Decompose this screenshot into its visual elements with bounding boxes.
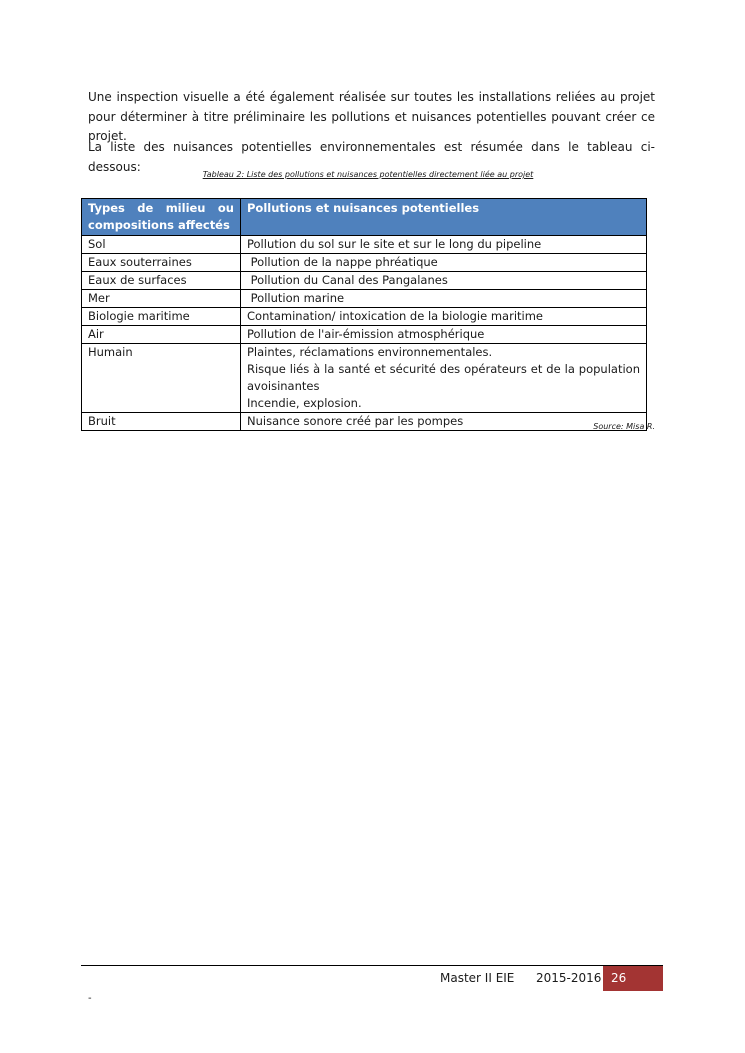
cell-pollution: Pollution du sol sur le site et sur le long du pipeline <box>241 236 647 254</box>
cell-milieu: Air <box>82 326 241 344</box>
footer-mark: - <box>88 993 92 1004</box>
column-header-pollutions: Pollutions et nuisances potentielles <box>241 199 647 236</box>
table-row <box>82 308 647 326</box>
cell-pollution: Pollution marine <box>241 290 647 308</box>
table-header-row <box>82 199 647 236</box>
cell-milieu: Humain <box>82 344 241 413</box>
cell-line: Risque liés à la santé et sécurité des opérateurs et de la population avoisinantes <box>247 362 640 393</box>
cell-milieu: Mer <box>82 290 241 308</box>
body-paragraph-1: Une inspection visuelle a été également réalisée sur toutes les installations reliées au projet pour déterminer à titre préliminaire les pollutions et nuisances potentielles pouvant créer ce projet. <box>88 90 655 143</box>
cell-pollution: Nuisance sonore créé par les pompes <box>241 413 647 431</box>
page-number: 26 <box>603 966 663 991</box>
table-caption: Tableau 2: Liste des pollutions et nuisances potentielles directement liée au projet <box>202 170 534 179</box>
table-row <box>82 344 647 413</box>
cell-pollution: Pollution du Canal des Pangalanes <box>241 272 647 290</box>
cell-line: Plaintes, réclamations environnementales. <box>247 345 493 359</box>
table-row <box>82 290 647 308</box>
cell-milieu: Sol <box>82 236 241 254</box>
pollution-table <box>81 198 647 431</box>
footer-divider <box>81 965 663 966</box>
footer-label: Master II EIE <box>440 971 515 985</box>
cell-milieu: Eaux de surfaces <box>82 272 241 290</box>
footer-years: 2015-2016 <box>536 971 602 985</box>
cell-pollution-multiline <box>241 344 647 413</box>
cell-line: Incendie, explosion. <box>247 396 362 410</box>
cell-milieu: Eaux souterraines <box>82 254 241 272</box>
cell-pollution: Pollution de l'air-émission atmosphérique <box>241 326 647 344</box>
cell-milieu: Bruit <box>82 413 241 431</box>
column-header-milieu: Types de milieu ou compositions affectés <box>82 199 241 236</box>
table-source: Source: Misa R. <box>593 422 655 431</box>
table-row <box>82 326 647 344</box>
cell-pollution: Pollution de la nappe phréatique <box>241 254 647 272</box>
body-paragraph-2: La liste des nuisances potentielles environnementales est résumée dans le tableau ci-dessous: <box>88 140 655 174</box>
table-row <box>82 236 647 254</box>
cell-pollution: Contamination/ intoxication de la biologie maritime <box>241 308 647 326</box>
table-row <box>82 272 647 290</box>
table-row <box>82 254 647 272</box>
cell-milieu: Biologie maritime <box>82 308 241 326</box>
